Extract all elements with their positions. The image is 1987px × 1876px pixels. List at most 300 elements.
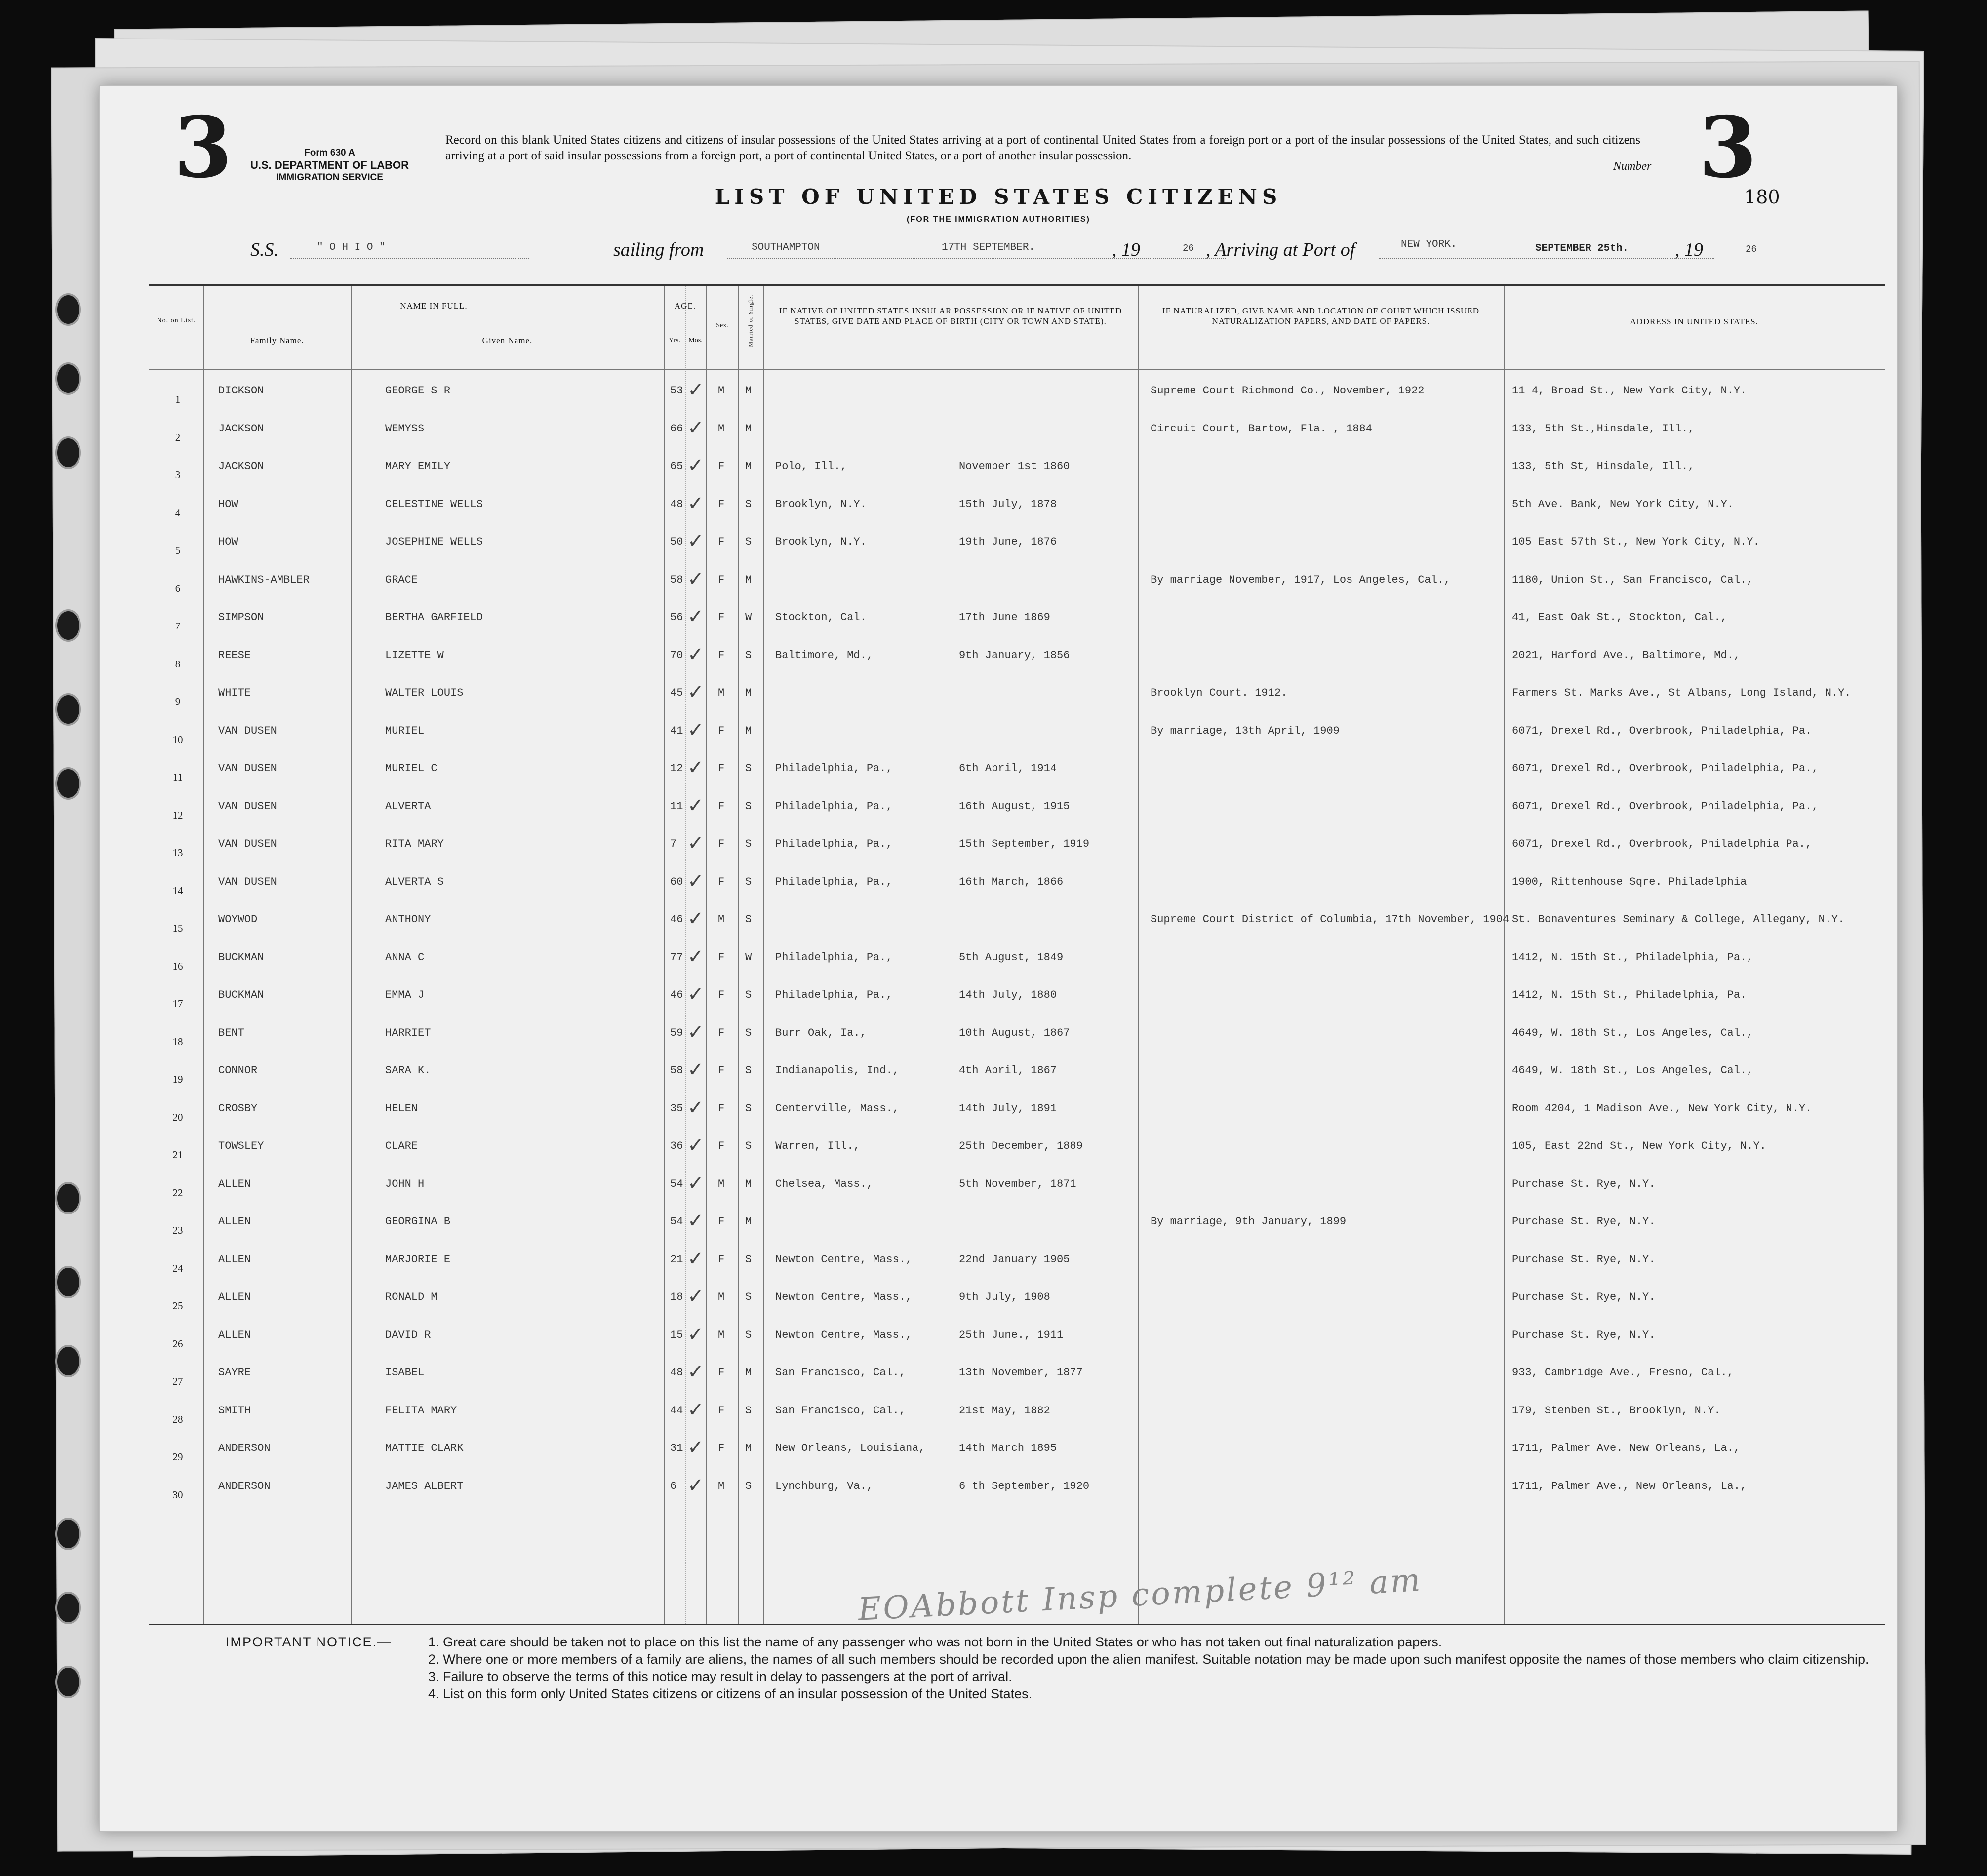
cell-family: ANDERSON: [218, 1442, 271, 1454]
cell-family: WHITE: [218, 687, 251, 699]
check-mark-icon: ✓: [687, 379, 704, 401]
col-header-sex: Sex.: [716, 322, 728, 329]
cell-birth: Warren, Ill.,: [775, 1140, 860, 1152]
cell-ms: S: [745, 649, 752, 662]
cell-birth-date: 22nd January 1905: [959, 1253, 1070, 1266]
cell-court: By marriage, 13th April, 1909: [1151, 724, 1340, 737]
cell-birth-date: 5th August, 1849: [959, 951, 1064, 964]
cell-family: SMITH: [218, 1404, 251, 1417]
cell-birth-date: 21st May, 1882: [959, 1404, 1050, 1417]
cell-given: EMMA J: [385, 989, 425, 1001]
cell-sex: F: [718, 536, 725, 548]
cell-address: 4649, W. 18th St., Los Angeles, Cal.,: [1512, 1064, 1753, 1077]
check-mark-icon: ✓: [687, 907, 704, 930]
cell-court: Brooklyn Court. 1912.: [1151, 687, 1288, 699]
cell-address: 41, East Oak St., Stockton, Cal.,: [1512, 611, 1727, 624]
cell-family: VAN DUSEN: [218, 762, 277, 775]
col-header-age: AGE.: [674, 301, 696, 311]
cell-no: 29: [172, 1451, 183, 1463]
check-mark-icon: ✓: [687, 643, 704, 666]
cell-ms: W: [745, 951, 752, 964]
cell-address: 133, 5th St.,Hinsdale, Ill.,: [1512, 422, 1695, 435]
cell-age: 65: [670, 460, 683, 472]
cell-address: 1412, N. 15th St., Philadelphia, Pa.,: [1512, 951, 1753, 964]
cell-no: 3: [175, 469, 181, 481]
cell-family: ANDERSON: [218, 1480, 271, 1492]
cell-court: By marriage November, 1917, Los Angeles, Cal.,: [1151, 573, 1451, 586]
cell-address: 105, East 22nd St., New York City, N.Y.: [1512, 1140, 1766, 1152]
cell-given: HELEN: [385, 1102, 418, 1115]
cell-no: 9: [175, 696, 181, 707]
col-header-married-single: Married or Single.: [747, 294, 754, 347]
check-mark-icon: ✓: [687, 756, 704, 779]
notice-item: 2. Where one or more members of a family are aliens, the names of all such members should be recorded upon the alien manifest. Suitable notation may be made upon such manifest opposite the names of those members who claim citizenship.: [428, 1652, 1869, 1667]
cell-ms: S: [745, 800, 752, 813]
table-row: [149, 530, 1885, 573]
cell-sex: M: [718, 422, 725, 435]
cell-no: 28: [172, 1413, 183, 1425]
table-row: [149, 945, 1885, 989]
cell-family: CONNOR: [218, 1064, 258, 1077]
cell-age: 41: [670, 724, 683, 737]
col-header-naturalized: IF NATURALIZED, GIVE NAME AND LOCATION OF COURT WHICH ISSUED NATURALIZATION PAPERS, AND DATE OF PAPERS.: [1162, 306, 1479, 326]
cell-sex: F: [718, 1140, 725, 1152]
cell-given: RONALD M: [385, 1291, 437, 1303]
cell-sex: M: [718, 913, 725, 926]
cell-age: 53: [670, 385, 683, 397]
cell-given: WEMYSS: [385, 422, 425, 435]
check-mark-icon: ✓: [687, 794, 704, 817]
arrival-year: 26: [1746, 244, 1757, 255]
cell-age: 50: [670, 536, 683, 548]
cell-birth-date: 16th March, 1866: [959, 875, 1064, 888]
cell-ms: M: [745, 724, 752, 737]
cell-ms: M: [745, 1367, 752, 1379]
check-mark-icon: ✓: [687, 718, 704, 742]
inspector-signature: EOAbbott Insp complete 9¹² am: [857, 1562, 1423, 1628]
cell-court: Circuit Court, Bartow, Fla. , 1884: [1151, 422, 1372, 435]
year-prefix: , 19: [1675, 239, 1703, 260]
check-mark-icon: ✓: [687, 605, 704, 628]
cell-address: 1900, Rittenhouse Sqre. Philadelphia: [1512, 875, 1747, 888]
table-row: [149, 1020, 1885, 1064]
cell-given: ALVERTA S: [385, 875, 444, 888]
cell-address: Purchase St. Rye, N.Y.: [1512, 1253, 1656, 1266]
cell-sex: F: [718, 498, 725, 510]
cell-age: 46: [670, 913, 683, 926]
cell-family: VAN DUSEN: [218, 724, 277, 737]
cell-given: ALVERTA: [385, 800, 431, 813]
cell-address: 1412, N. 15th St., Philadelphia, Pa.: [1512, 989, 1747, 1001]
cell-ms: M: [745, 422, 752, 435]
cell-ms: M: [745, 573, 752, 586]
cell-age: 54: [670, 1215, 683, 1228]
cell-family: SIMPSON: [218, 611, 264, 624]
cell-birth: Centerville, Mass.,: [775, 1102, 899, 1115]
table-row: [149, 1474, 1885, 1518]
cell-family: HOW: [218, 498, 238, 510]
departure-date: 17TH SEPTEMBER.: [942, 242, 1035, 253]
cell-given: GEORGINA B: [385, 1215, 451, 1228]
check-mark-icon: ✓: [687, 1247, 704, 1270]
check-mark-icon: ✓: [687, 681, 704, 704]
cell-sex: M: [718, 1329, 725, 1341]
cell-birth-date: November 1st 1860: [959, 460, 1070, 472]
cell-ms: S: [745, 913, 752, 926]
table-row: [149, 756, 1885, 800]
cell-sex: F: [718, 611, 725, 624]
cell-family: VAN DUSEN: [218, 838, 277, 850]
cell-birth: Philadelphia, Pa.,: [775, 875, 893, 888]
cell-given: GEORGE S R: [385, 385, 451, 397]
cell-no: 11: [172, 771, 183, 783]
cell-sex: F: [718, 573, 725, 586]
table-row: [149, 1210, 1885, 1253]
cell-birth-date: 14th July, 1880: [959, 989, 1057, 1001]
cell-age: 46: [670, 989, 683, 1001]
cell-family: JACKSON: [218, 460, 264, 472]
cell-ms: S: [745, 1064, 752, 1077]
cell-birth-date: 4th April, 1867: [959, 1064, 1057, 1077]
ship-line: [290, 258, 529, 259]
cell-birth-date: 9th July, 1908: [959, 1291, 1050, 1303]
cell-no: 1: [175, 393, 181, 405]
form-identifier: [250, 147, 409, 184]
cell-address: 2021, Harford Ave., Baltimore, Md.,: [1512, 649, 1741, 662]
cell-no: 21: [172, 1149, 183, 1161]
cell-birth-date: 13th November, 1877: [959, 1367, 1083, 1379]
cell-sex: M: [718, 1291, 725, 1303]
cell-birth: New Orleans, Louisiana,: [775, 1442, 925, 1454]
col-header-address: ADDRESS IN UNITED STATES.: [1630, 317, 1758, 326]
sheet-number: 180: [1744, 186, 1780, 208]
table-row: [149, 567, 1885, 611]
cell-ms: M: [745, 687, 752, 699]
cell-family: TOWSLEY: [218, 1140, 264, 1152]
cell-sex: F: [718, 1367, 725, 1379]
notice-item: 1. Great care should be taken not to place on this list the name of any passenger who was not born in the United States or who has not taken out final naturalization papers.: [428, 1635, 1442, 1649]
check-mark-icon: ✓: [687, 1361, 704, 1383]
cell-given: LIZETTE W: [385, 649, 444, 662]
service-name: IMMIGRATION SERVICE: [276, 172, 383, 183]
cell-birth: Burr Oak, Ia.,: [775, 1026, 867, 1039]
check-mark-icon: ✓: [687, 869, 704, 893]
cell-sex: F: [718, 1102, 725, 1115]
cell-birth: Stockton, Cal.: [775, 611, 867, 624]
sailing-line: [727, 258, 1226, 259]
cell-age: 48: [670, 498, 683, 510]
cell-address: Purchase St. Rye, N.Y.: [1512, 1291, 1656, 1303]
cell-birth: San Francisco, Cal.,: [775, 1367, 906, 1379]
cell-address: 6071, Drexel Rd., Overbrook, Philadelphia, Pa.,: [1512, 762, 1819, 775]
check-mark-icon: ✓: [687, 416, 704, 439]
binder-hole: [55, 1518, 81, 1550]
table-row: [149, 794, 1885, 838]
cell-given: MURIEL C: [385, 762, 437, 775]
cell-ms: S: [745, 1253, 752, 1266]
cell-birth-date: 6th April, 1914: [959, 762, 1057, 775]
cell-birth: Philadelphia, Pa.,: [775, 951, 893, 964]
cell-ms: S: [745, 838, 752, 850]
check-mark-icon: ✓: [687, 1058, 704, 1081]
table-row: [149, 681, 1885, 724]
binder-hole: [55, 1345, 81, 1377]
binder-hole: [55, 1182, 81, 1214]
cell-family: ALLEN: [218, 1329, 251, 1341]
table-row: [149, 1172, 1885, 1215]
binder-hole: [55, 1666, 81, 1698]
cell-sex: F: [718, 875, 725, 888]
cell-no: 19: [172, 1073, 183, 1085]
cell-birth-date: 15th July, 1878: [959, 498, 1057, 510]
sailing-label: sailing from: [613, 239, 704, 260]
cell-age: 35: [670, 1102, 683, 1115]
check-mark-icon: ✓: [687, 454, 704, 477]
cell-no: 23: [172, 1224, 183, 1236]
check-mark-icon: ✓: [687, 1020, 704, 1044]
cell-birth-date: 25th December, 1889: [959, 1140, 1083, 1152]
col-header-native-birth: IF NATIVE OF UNITED STATES INSULAR POSSESSION OR IF NATIVE OF UNITED STATES, GIVE DATE AND PLACE OF BIRTH (CITY OR TOWN AND STATE).: [779, 306, 1122, 326]
cell-family: SAYRE: [218, 1367, 251, 1379]
cell-ms: M: [745, 460, 752, 472]
table-row: [149, 605, 1885, 649]
ss-label: S.S.: [250, 239, 278, 260]
page-subtitle: (FOR THE IMMIGRATION AUTHORITIES): [907, 215, 1090, 224]
cell-family: WOYWOD: [218, 913, 258, 926]
cell-address: 1711, Palmer Ave., New Orleans, La.,: [1512, 1480, 1747, 1492]
check-mark-icon: ✓: [687, 1210, 704, 1232]
cell-no: 26: [172, 1337, 183, 1350]
cell-address: 6071, Drexel Rd., Overbrook, Philadelphia, Pa.,: [1512, 800, 1819, 813]
table-row: [149, 379, 1885, 422]
cell-ms: S: [745, 1140, 752, 1152]
cell-family: REESE: [218, 649, 251, 662]
table-row: [149, 718, 1885, 762]
cell-ms: M: [745, 1177, 752, 1190]
cell-family: CROSBY: [218, 1102, 258, 1115]
cell-sex: F: [718, 838, 725, 850]
check-mark-icon: ✓: [687, 1134, 704, 1157]
cell-sex: F: [718, 1064, 725, 1077]
cell-birth: Brooklyn, N.Y.: [775, 536, 867, 548]
check-mark-icon: ✓: [687, 530, 704, 552]
cell-ms: S: [745, 1026, 752, 1039]
cell-given: FELITA MARY: [385, 1404, 457, 1417]
cell-ms: S: [745, 1480, 752, 1492]
check-mark-icon: ✓: [687, 1398, 704, 1421]
binder-hole: [55, 293, 81, 326]
cell-given: CLARE: [385, 1140, 418, 1152]
cell-sex: F: [718, 1026, 725, 1039]
cell-address: 11 4, Broad St., New York City, N.Y.: [1512, 385, 1747, 397]
cell-ms: M: [745, 1442, 752, 1454]
cell-given: ANTHONY: [385, 913, 431, 926]
cell-no: 12: [172, 809, 183, 821]
cell-sex: F: [718, 1253, 725, 1266]
passenger-table: [149, 284, 1885, 1625]
check-mark-icon: ✓: [687, 1096, 704, 1119]
departure-year: 26: [1183, 243, 1194, 254]
cell-birth-date: 16th August, 1915: [959, 800, 1070, 813]
binder-hole: [55, 362, 81, 395]
cell-no: 20: [172, 1111, 183, 1123]
cell-address: 133, 5th St, Hinsdale, Ill.,: [1512, 460, 1695, 472]
table-row: [149, 832, 1885, 875]
cell-sex: F: [718, 724, 725, 737]
cell-sex: F: [718, 989, 725, 1001]
col-header-name-in-full: NAME IN FULL.: [400, 301, 468, 311]
cell-given: WALTER LOUIS: [385, 687, 464, 699]
cell-given: BERTHA GARFIELD: [385, 611, 483, 624]
cell-family: ALLEN: [218, 1215, 251, 1228]
col-header-no: No. on List.: [157, 317, 196, 324]
col-header-family-name: Family Name.: [250, 336, 304, 345]
cell-address: 6071, Drexel Rd., Overbrook, Philadelphia Pa.,: [1512, 838, 1812, 850]
cell-no: 2: [175, 431, 181, 443]
cell-ms: S: [745, 1329, 752, 1341]
check-mark-icon: ✓: [687, 1474, 704, 1497]
binder-hole: [55, 436, 81, 469]
table-row: [149, 1058, 1885, 1102]
table-row: [149, 1096, 1885, 1140]
cell-address: St. Bonaventures Seminary & College, Allegany, N.Y.: [1512, 913, 1845, 926]
department-name: U.S. DEPARTMENT OF LABOR: [250, 159, 409, 171]
cell-birth-date: 25th June., 1911: [959, 1329, 1064, 1341]
cell-ms: M: [745, 385, 752, 397]
list-number-right: 3: [1699, 98, 1757, 197]
cell-birth-date: 14th March 1895: [959, 1442, 1057, 1454]
cell-age: 60: [670, 875, 683, 888]
cell-birth-date: 6 th September, 1920: [959, 1480, 1090, 1492]
table-row: [149, 454, 1885, 498]
check-mark-icon: ✓: [687, 1285, 704, 1308]
cell-sex: M: [718, 687, 725, 699]
cell-sex: F: [718, 649, 725, 662]
table-row: [149, 1361, 1885, 1404]
cell-age: 44: [670, 1404, 683, 1417]
cell-age: 6: [670, 1480, 677, 1492]
cell-birth: Newton Centre, Mass.,: [775, 1291, 913, 1303]
table-row: [149, 983, 1885, 1026]
cell-no: 24: [172, 1262, 183, 1274]
cell-ms: S: [745, 762, 752, 775]
table-row: [149, 1398, 1885, 1442]
cell-address: 179, Stenben St., Brooklyn, N.Y.: [1512, 1404, 1721, 1417]
cell-birth-date: 10th August, 1867: [959, 1026, 1070, 1039]
cell-no: 25: [172, 1300, 183, 1312]
cell-sex: F: [718, 460, 725, 472]
col-header-years: Yrs.: [669, 337, 680, 344]
cell-court: Supreme Court Richmond Co., November, 1922: [1151, 385, 1425, 397]
cell-family: BUCKMAN: [218, 951, 264, 964]
number-label: Number: [1613, 160, 1652, 173]
cell-no: 22: [172, 1186, 183, 1199]
cell-address: 1180, Union St., San Francisco, Cal.,: [1512, 573, 1753, 586]
cell-birth: San Francisco, Cal.,: [775, 1404, 906, 1417]
col-header-months: Mos.: [688, 337, 703, 344]
cell-age: 48: [670, 1367, 683, 1379]
cell-family: BUCKMAN: [218, 989, 264, 1001]
check-mark-icon: ✓: [687, 567, 704, 590]
cell-age: 59: [670, 1026, 683, 1039]
check-mark-icon: ✓: [687, 492, 704, 515]
cell-sex: F: [718, 1442, 725, 1454]
cell-address: Room 4204, 1 Madison Ave., New York City, N.Y.: [1512, 1102, 1812, 1115]
cell-given: JOHN H: [385, 1177, 425, 1190]
notice-list: [428, 1634, 1875, 1703]
cell-address: 4649, W. 18th St., Los Angeles, Cal.,: [1512, 1026, 1753, 1039]
cell-no: 8: [175, 658, 181, 670]
cell-address: Purchase St. Rye, N.Y.: [1512, 1177, 1656, 1190]
check-mark-icon: ✓: [687, 1436, 704, 1459]
cell-given: MARJORIE E: [385, 1253, 451, 1266]
cell-birth: Newton Centre, Mass.,: [775, 1329, 913, 1341]
cell-age: 18: [670, 1291, 683, 1303]
arriving-label: , Arriving at Port of: [1206, 239, 1355, 260]
notice-label: IMPORTANT NOTICE.—: [226, 1635, 392, 1649]
binder-hole: [55, 693, 81, 726]
cell-no: 10: [172, 733, 183, 745]
check-mark-icon: ✓: [687, 945, 704, 968]
cell-age: 77: [670, 951, 683, 964]
cell-sex: M: [718, 385, 725, 397]
binder-hole: [55, 767, 81, 800]
table-row: [149, 1436, 1885, 1480]
cell-address: Purchase St. Rye, N.Y.: [1512, 1215, 1656, 1228]
cell-birth: Lynchburg, Va.,: [775, 1480, 874, 1492]
cell-given: MURIEL: [385, 724, 425, 737]
cell-court: Supreme Court District of Columbia, 17th November, 1904: [1151, 913, 1510, 926]
cell-ms: S: [745, 1404, 752, 1417]
table-row: [149, 1134, 1885, 1177]
cell-age: 58: [670, 1064, 683, 1077]
cell-ms: S: [745, 1102, 752, 1115]
cell-sex: F: [718, 1215, 725, 1228]
cell-age: 7: [670, 838, 677, 850]
cell-family: BENT: [218, 1026, 244, 1039]
arrival-date: SEPTEMBER 25th.: [1535, 243, 1629, 254]
cell-birth-date: 19th June, 1876: [959, 536, 1057, 548]
table-row: [149, 1285, 1885, 1329]
cell-ms: S: [745, 875, 752, 888]
cell-birth: Philadelphia, Pa.,: [775, 762, 893, 775]
cell-age: 45: [670, 687, 683, 699]
cell-family: ALLEN: [218, 1291, 251, 1303]
departure-port: SOUTHAMPTON: [752, 242, 820, 253]
cell-birth: Chelsea, Mass.,: [775, 1177, 874, 1190]
cell-given: SARA K.: [385, 1064, 431, 1077]
cell-family: DICKSON: [218, 385, 264, 397]
cell-no: 5: [175, 545, 181, 556]
cell-ms: S: [745, 1291, 752, 1303]
cell-address: 1711, Palmer Ave. New Orleans, La.,: [1512, 1442, 1741, 1454]
check-mark-icon: ✓: [687, 983, 704, 1006]
cell-ms: S: [745, 536, 752, 548]
cell-ms: W: [745, 611, 752, 624]
cell-birth-date: 5th November, 1871: [959, 1177, 1076, 1190]
cell-given: RITA MARY: [385, 838, 444, 850]
cell-age: 58: [670, 573, 683, 586]
table-row: [149, 907, 1885, 951]
cell-address: 5th Ave. Bank, New York City, N.Y.: [1512, 498, 1734, 510]
table-row: [149, 1247, 1885, 1291]
cell-no: 7: [175, 620, 181, 632]
cell-given: MARY EMILY: [385, 460, 451, 472]
cell-given: DAVID R: [385, 1329, 431, 1341]
cell-address: 933, Cambridge Ave., Fresno, Cal.,: [1512, 1367, 1734, 1379]
arrival-port: NEW YORK.: [1401, 239, 1457, 250]
cell-ms: S: [745, 498, 752, 510]
